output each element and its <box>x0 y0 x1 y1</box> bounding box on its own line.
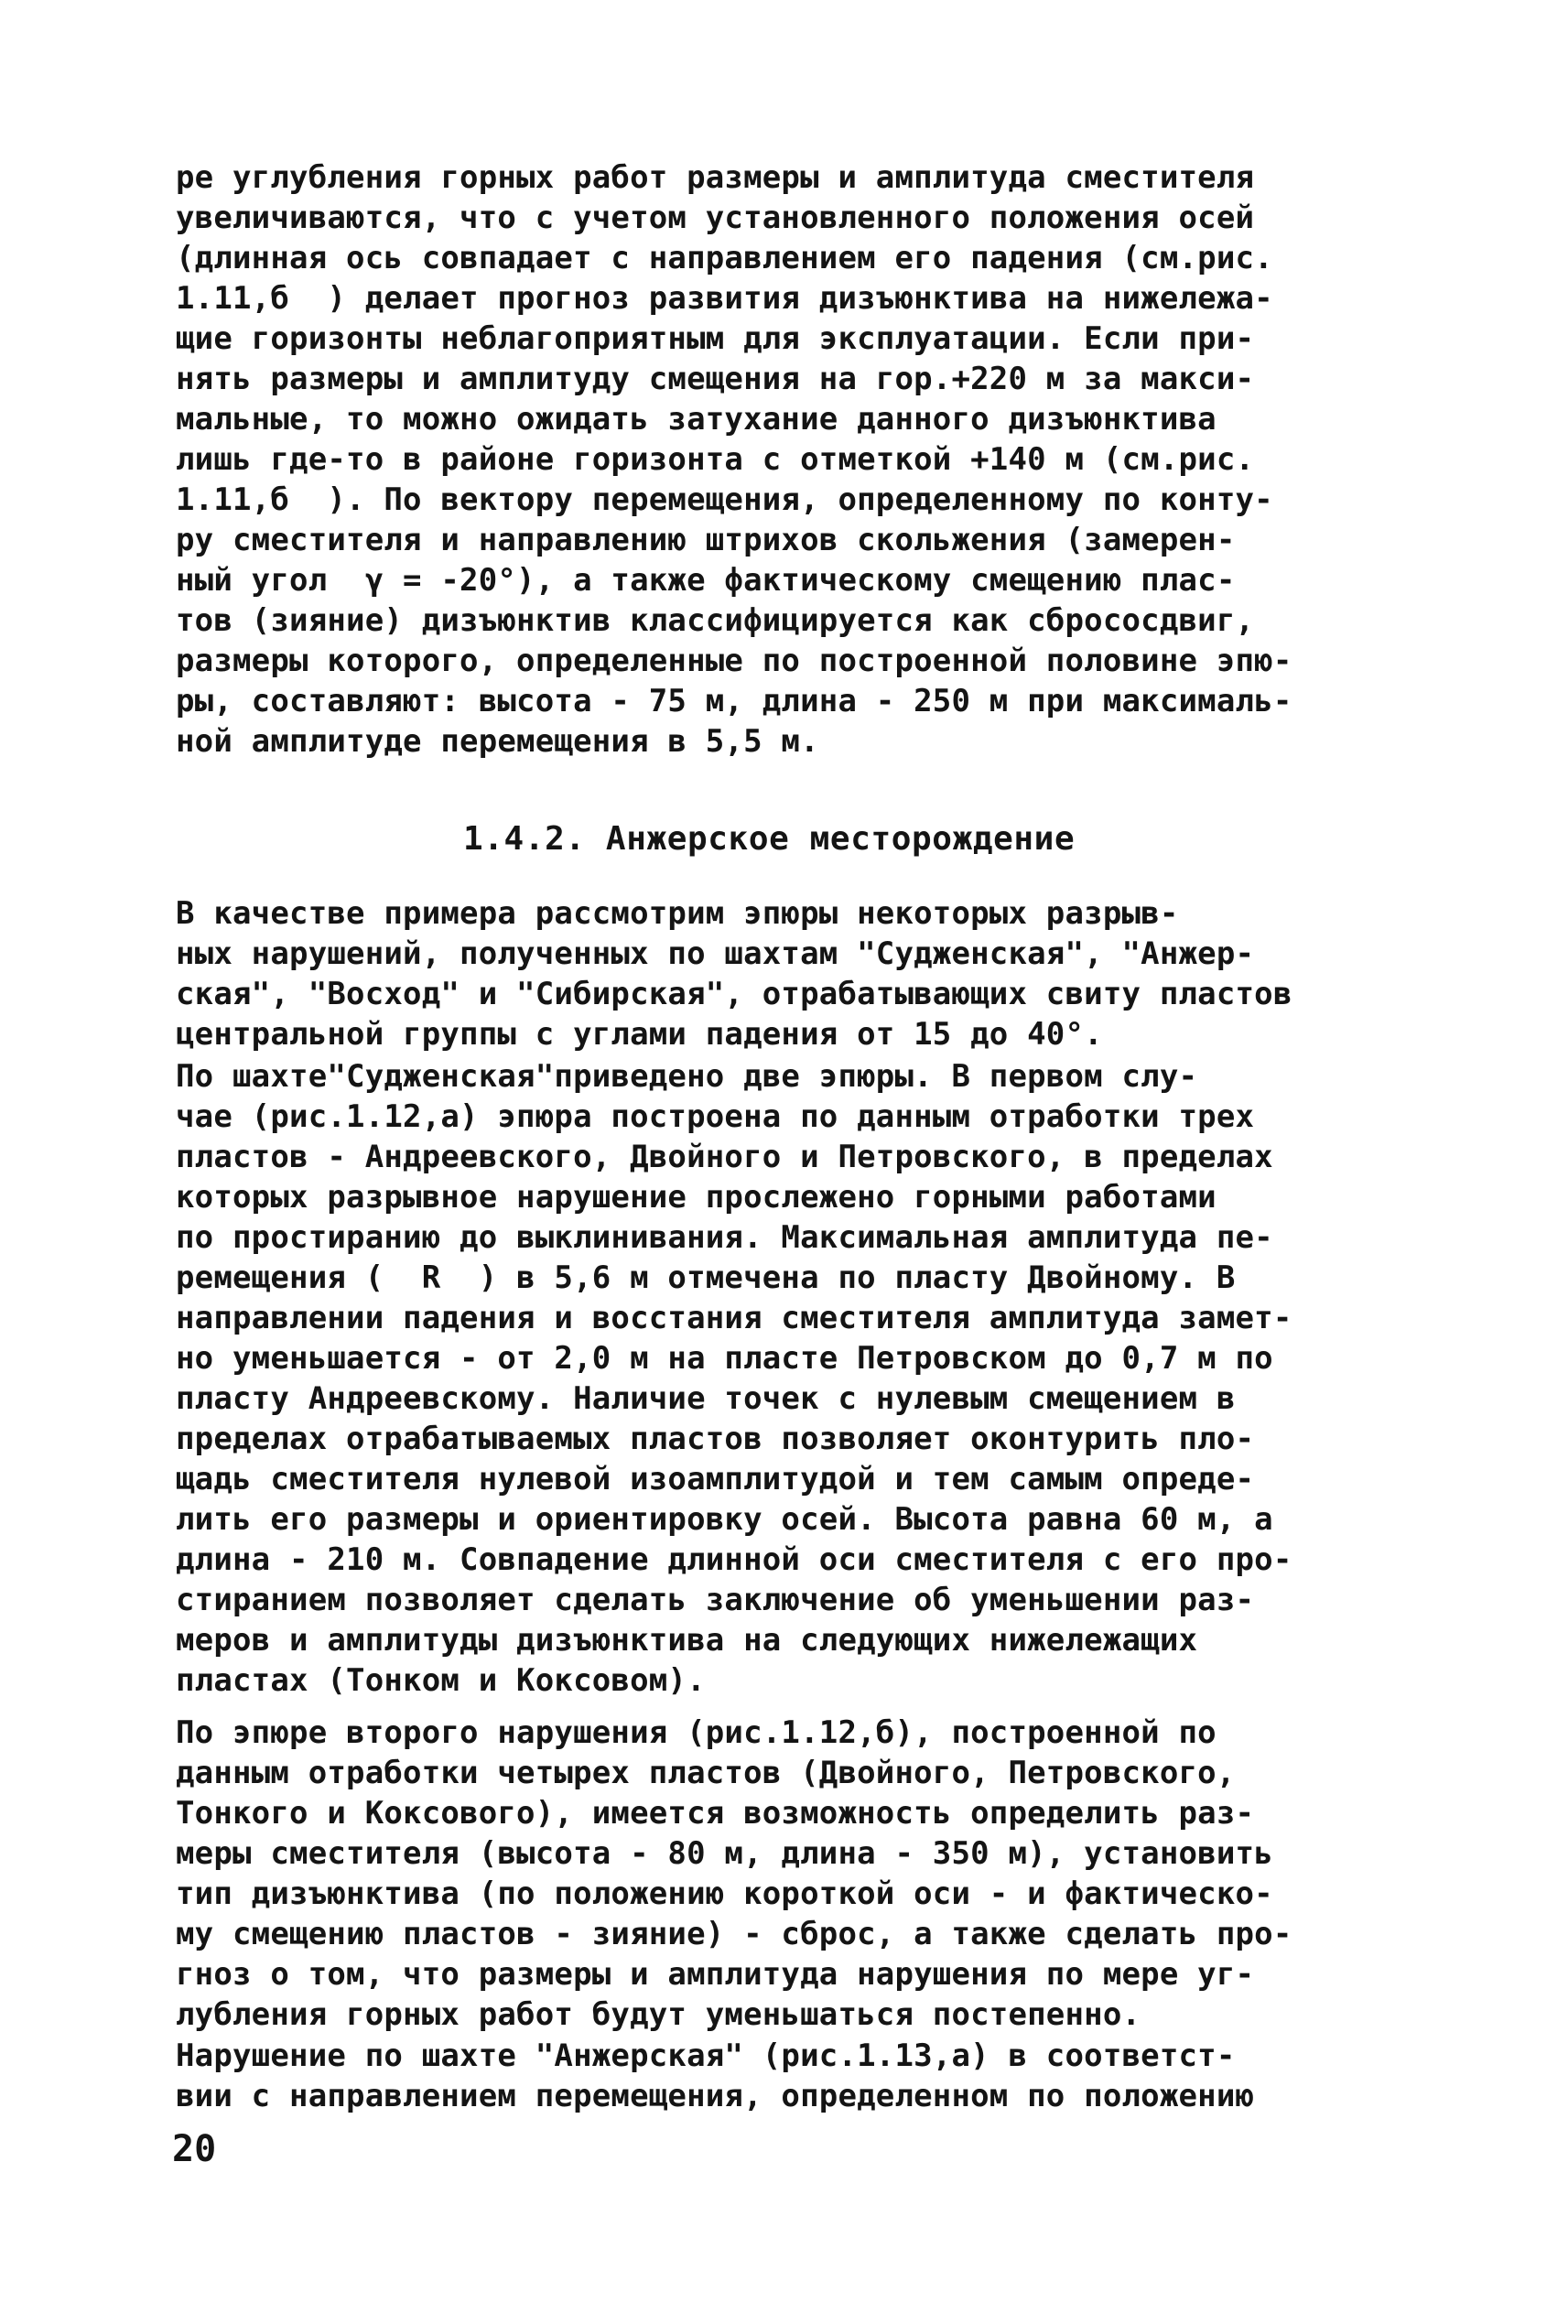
text-line: В качестве примера рассмотрим эпюры некоторых разрыв- <box>176 895 1179 932</box>
text-line: Нарушение по шахте "Анжерская" (рис.1.13,а) в соответст- <box>176 2038 1236 2074</box>
text-line: центральной группы с углами падения от 15 до 40°. <box>176 1016 1103 1053</box>
text-line: но уменьшается - от 2,0 м на пласте Петровском до 0,7 м по <box>176 1340 1273 1377</box>
text-line: щие горизонты неблагоприятным для эксплуатации. Если при- <box>176 320 1255 357</box>
text-line: чае (рис.1.12,а) эпюра построена по данным отработки трех <box>176 1098 1255 1135</box>
text-line: меров и амплитуды дизъюнктива на следующих нижележащих <box>176 1622 1198 1659</box>
text-line: По эпюре второго нарушения (рис.1.12,б), построенной по <box>176 1714 1217 1751</box>
text-line: ный угол γ = -20°), а также фактическому смещению плас- <box>176 562 1236 599</box>
text-line: которых разрывное нарушение прослежено горными работами <box>176 1179 1217 1216</box>
text-line: нять размеры и амплитуду смещения на гор.+220 м за макси- <box>176 361 1255 397</box>
paragraph-3 <box>176 1056 1421 1701</box>
text-line: по простиранию до выклинивания. Максимальная амплитуда пе- <box>176 1219 1273 1256</box>
text-line: ская", "Восход" и "Сибирская", отрабатывающих свиту пластов <box>176 976 1292 1012</box>
text-line: направлении падения и восстания сместителя амплитуда замет- <box>176 1300 1292 1336</box>
text-line: вии с направлением перемещения, определенном по положению <box>176 2078 1255 2114</box>
text-line: увеличиваются, что с учетом установленного положения осей <box>176 200 1255 236</box>
text-line: длина - 210 м. Совпадение длинной оси сместителя с его про- <box>176 1541 1292 1578</box>
text-line: пластов - Андреевского, Двойного и Петровского, в пределах <box>176 1139 1273 1175</box>
text-line: Тонкого и Коксового), имеется возможность определить раз- <box>176 1795 1255 1832</box>
text-line: мальные, то можно ожидать затухание данного дизъюнктива <box>176 401 1217 438</box>
text-line: данным отработки четырех пластов (Двойного, Петровского, <box>176 1755 1236 1791</box>
text-line: размеры которого, определенные по построенной половине эпю- <box>176 643 1292 679</box>
text-line: лишь где-то в районе горизонта с отметкой +140 м (см.рис. <box>176 441 1255 478</box>
text-line: пластах (Тонком и Коксовом). <box>176 1662 706 1699</box>
text-line: 1.11,б ) делает прогноз развития дизъюнктива на нижележа- <box>176 280 1273 317</box>
text-line: ремещения ( R ) в 5,6 м отмечена по пласту Двойному. В <box>176 1259 1236 1296</box>
text-line: тип дизъюнктива (по положению короткой оси - и фактическо- <box>176 1875 1273 1912</box>
text-line: лубления горных работ будут уменьшаться постепенно. <box>176 1996 1141 2033</box>
text-line: (длинная ось совпадает с направлением его падения (см.рис. <box>176 240 1273 276</box>
text-line: 1.11,б ). По вектору перемещения, определенному по конту- <box>176 481 1273 518</box>
text-line: тов (зияние) дизъюнктив классифицируется как сбрососдвиг, <box>176 602 1255 639</box>
section-heading: 1.4.2. Анжерское месторождение <box>463 820 1076 858</box>
text-line: гноз о том, что размеры и амплитуда нарушения по мере уг- <box>176 1956 1255 1993</box>
text-line: ры, составляют: высота - 75 м, длина - 250 м при максималь- <box>176 683 1292 719</box>
text-line: пределах отрабатываемых пластов позволяет оконтурить пло- <box>176 1421 1255 1457</box>
text-line: му смещению пластов - зияние) - сброс, а также сделать про- <box>176 1916 1292 1952</box>
text-line: По шахте"Судженская"приведено две эпюры. В первом слу- <box>176 1058 1198 1095</box>
text-line: ной амплитуде перемещения в 5,5 м. <box>176 723 819 760</box>
text-line: лить его размеры и ориентировку осей. Высота равна 60 м, а <box>176 1501 1273 1538</box>
text-line: ре углубления горных работ размеры и амплитуда сместителя <box>176 159 1255 196</box>
paragraph-5 <box>176 2036 1421 2116</box>
text-line: ру сместителя и направлению штрихов скольжения (замерен- <box>176 522 1236 558</box>
text-line: меры сместителя (высота - 80 м, длина - 350 м), установить <box>176 1835 1273 1872</box>
paragraph-2 <box>176 893 1421 1054</box>
page-number: 20 <box>172 2128 217 2170</box>
text-line: стиранием позволяет сделать заключение об уменьшении раз- <box>176 1582 1255 1618</box>
paragraph-4 <box>176 1713 1421 2035</box>
text-line: пласту Андреевскому. Наличие точек с нулевым смещением в <box>176 1380 1236 1417</box>
text-line: щадь сместителя нулевой изоамплитудой и тем самым опреде- <box>176 1461 1255 1497</box>
paragraph-1 <box>176 157 1421 762</box>
text-line: ных нарушений, полученных по шахтам "Судженская", "Анжер- <box>176 935 1255 972</box>
